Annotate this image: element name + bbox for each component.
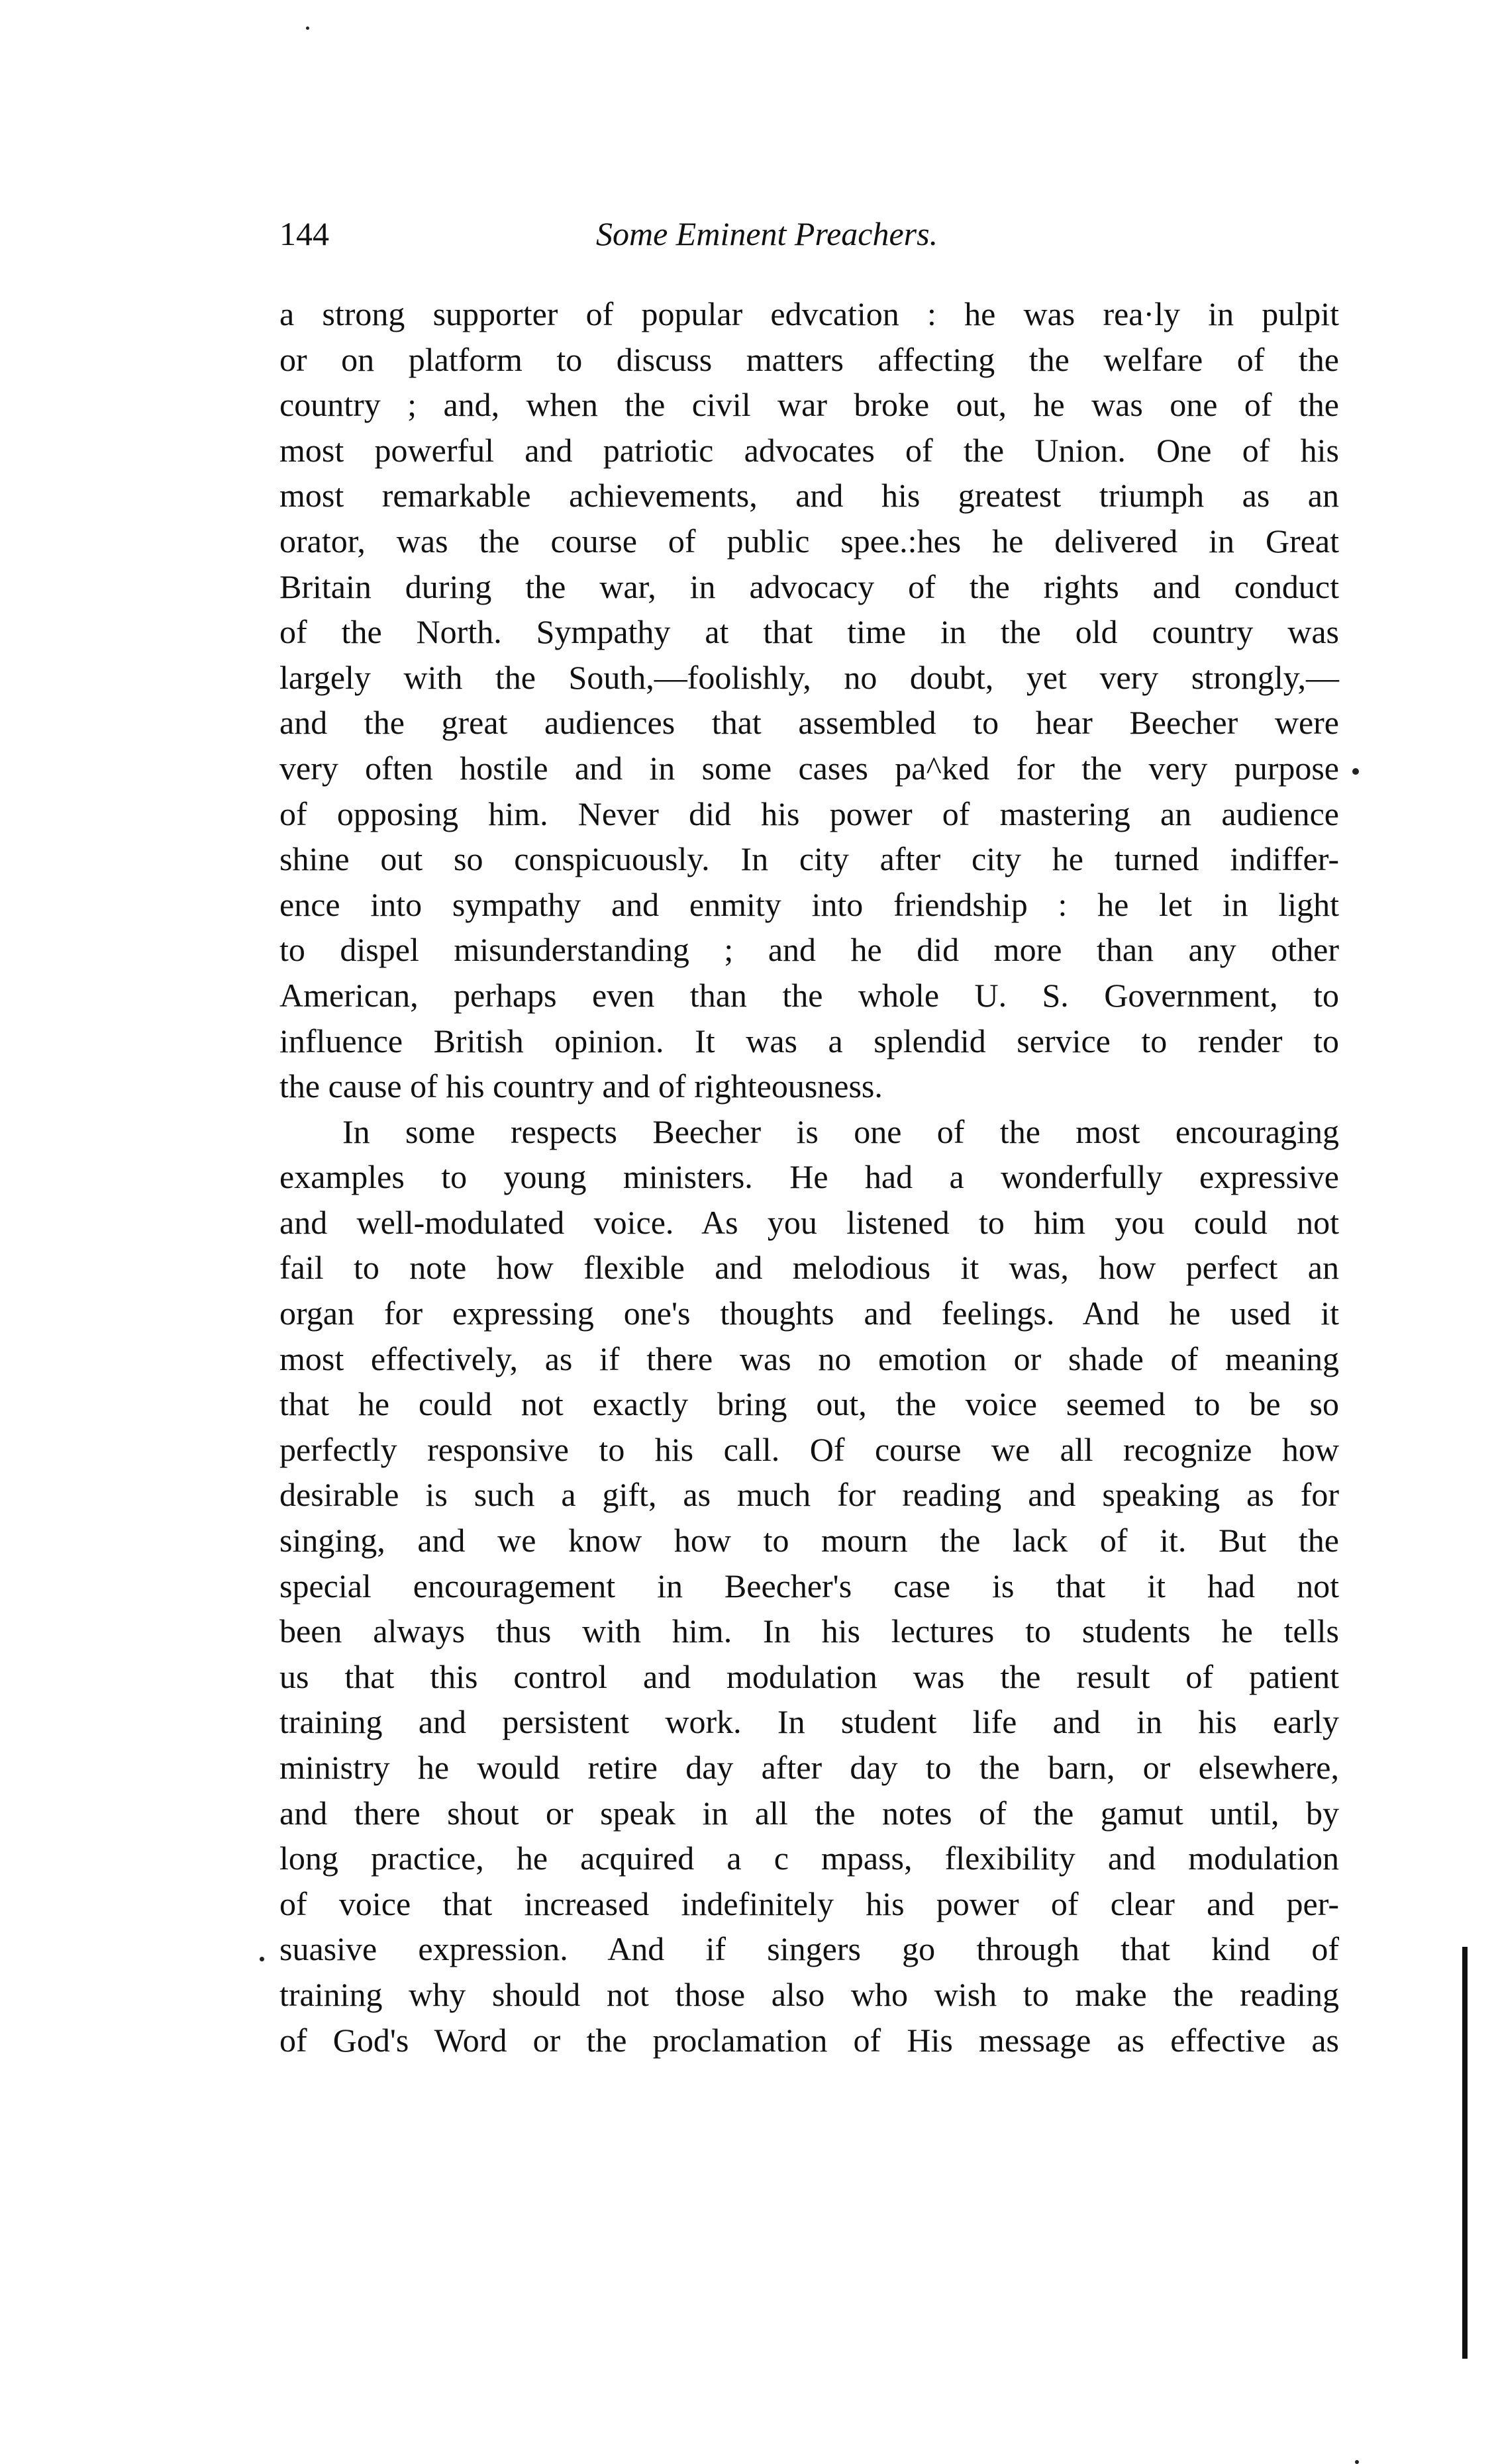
text-line: largely with the South,—foolishly, no doubt, yet very strongly,— xyxy=(279,658,1339,696)
text-line: ministry he would retire day after day to the barn, or elsewhere, xyxy=(279,1749,1339,1786)
text-line: desirable is such a gift, as much for reading and speaking as for xyxy=(279,1476,1339,1514)
ink-speck xyxy=(1355,2460,1359,2464)
text-line: Britain during the war, in advocacy of the rights and conduct xyxy=(279,567,1339,605)
text-line: influence British opinion. It was a splendid service to render to xyxy=(279,1022,1339,1060)
text-line: or on platform to discuss matters affecting the welfare of the xyxy=(279,340,1339,378)
text-line: of voice that increased indefinitely his power of clear and per- xyxy=(279,1885,1339,1922)
text-line: organ for expressing one's thoughts and feelings. And he used it xyxy=(279,1295,1339,1332)
text-line: and the great audiences that assembled to hear Beecher were xyxy=(279,704,1339,742)
page-number: 144 xyxy=(279,215,329,252)
text-line: of the North. Sympathy at that time in the old country was xyxy=(279,613,1339,651)
text-line: very often hostile and in some cases pa^ked for the very purpose xyxy=(279,749,1339,787)
text-line: most remarkable achievements, and his greatest triumph as an xyxy=(279,477,1339,515)
page-header xyxy=(279,211,1339,270)
text-line: singing, and we know how to mourn the lack of it. But the xyxy=(279,1522,1339,1559)
body-text xyxy=(279,291,1339,2063)
text-line: American, perhaps even than the whole U. S. Government, to xyxy=(279,976,1339,1014)
text-line: long practice, he acquired a c mpass, flexibility and modulation xyxy=(279,1840,1339,1877)
text-line: examples to young ministers. He had a wonderfully expressive xyxy=(279,1158,1339,1196)
text-line: of opposing him. Never did his power of mastering an audience xyxy=(279,795,1339,832)
ink-speck xyxy=(260,1957,264,1961)
text-line: to dispel misunderstanding ; and he did more than any other xyxy=(279,931,1339,969)
text-line: us that this control and modulation was the result of patient xyxy=(279,1657,1339,1695)
text-line: training and persistent work. In student life and in his early xyxy=(279,1703,1339,1741)
text-line: fail to note how flexible and melodious it was, how perfect an xyxy=(279,1249,1339,1287)
text-line: perfectly responsive to his call. Of course we all recognize how xyxy=(279,1430,1339,1468)
text-line: a strong supporter of popular edvcation : he was rea·ly in pulpit xyxy=(279,295,1339,332)
paragraph-1 xyxy=(279,291,1339,1109)
ink-speck xyxy=(306,26,309,30)
text-line: and there shout or speak in all the notes of the gamut until, by xyxy=(279,1794,1339,1832)
running-title: Some Eminent Preachers. xyxy=(596,215,938,252)
paragraph-2 xyxy=(279,1109,1339,2063)
text-line: been always thus with him. In his lectures to students he tells xyxy=(279,1612,1339,1650)
ink-speck xyxy=(1352,768,1359,775)
text-line: most effectively, as if there was no emotion or shade of meaning xyxy=(279,1340,1339,1377)
text-line: country ; and, when the civil war broke out, he was one of the xyxy=(279,386,1339,424)
text-line: ence into sympathy and enmity into friendship : he let in light xyxy=(279,885,1339,923)
text-line: the cause of his country and of righteousness. xyxy=(279,1067,883,1105)
text-line: that he could not exactly bring out, the voice seemed to be so xyxy=(279,1385,1339,1423)
text-line: In some respects Beecher is one of the most encouraging xyxy=(342,1112,1339,1150)
text-line: suasive expression. And if singers go through that kind of xyxy=(279,1930,1339,1968)
text-line: orator, was the course of public spee.:hes he delivered in Great xyxy=(279,522,1339,560)
text-line: and well-modulated voice. As you listened to him you could not xyxy=(279,1203,1339,1241)
text-line: shine out so conspicuously. In city after city he turned indiffer- xyxy=(279,840,1339,878)
page-edge-rule xyxy=(1462,1947,1468,2359)
text-line: training why should not those also who wish to make the reading xyxy=(279,1975,1339,2013)
text-line: of God's Word or the proclamation of His message as effective as xyxy=(279,2021,1339,2059)
text-line: most powerful and patriotic advocates of the Union. One of his xyxy=(279,431,1339,469)
text-line: special encouragement in Beecher's case is that it had not xyxy=(279,1567,1339,1604)
